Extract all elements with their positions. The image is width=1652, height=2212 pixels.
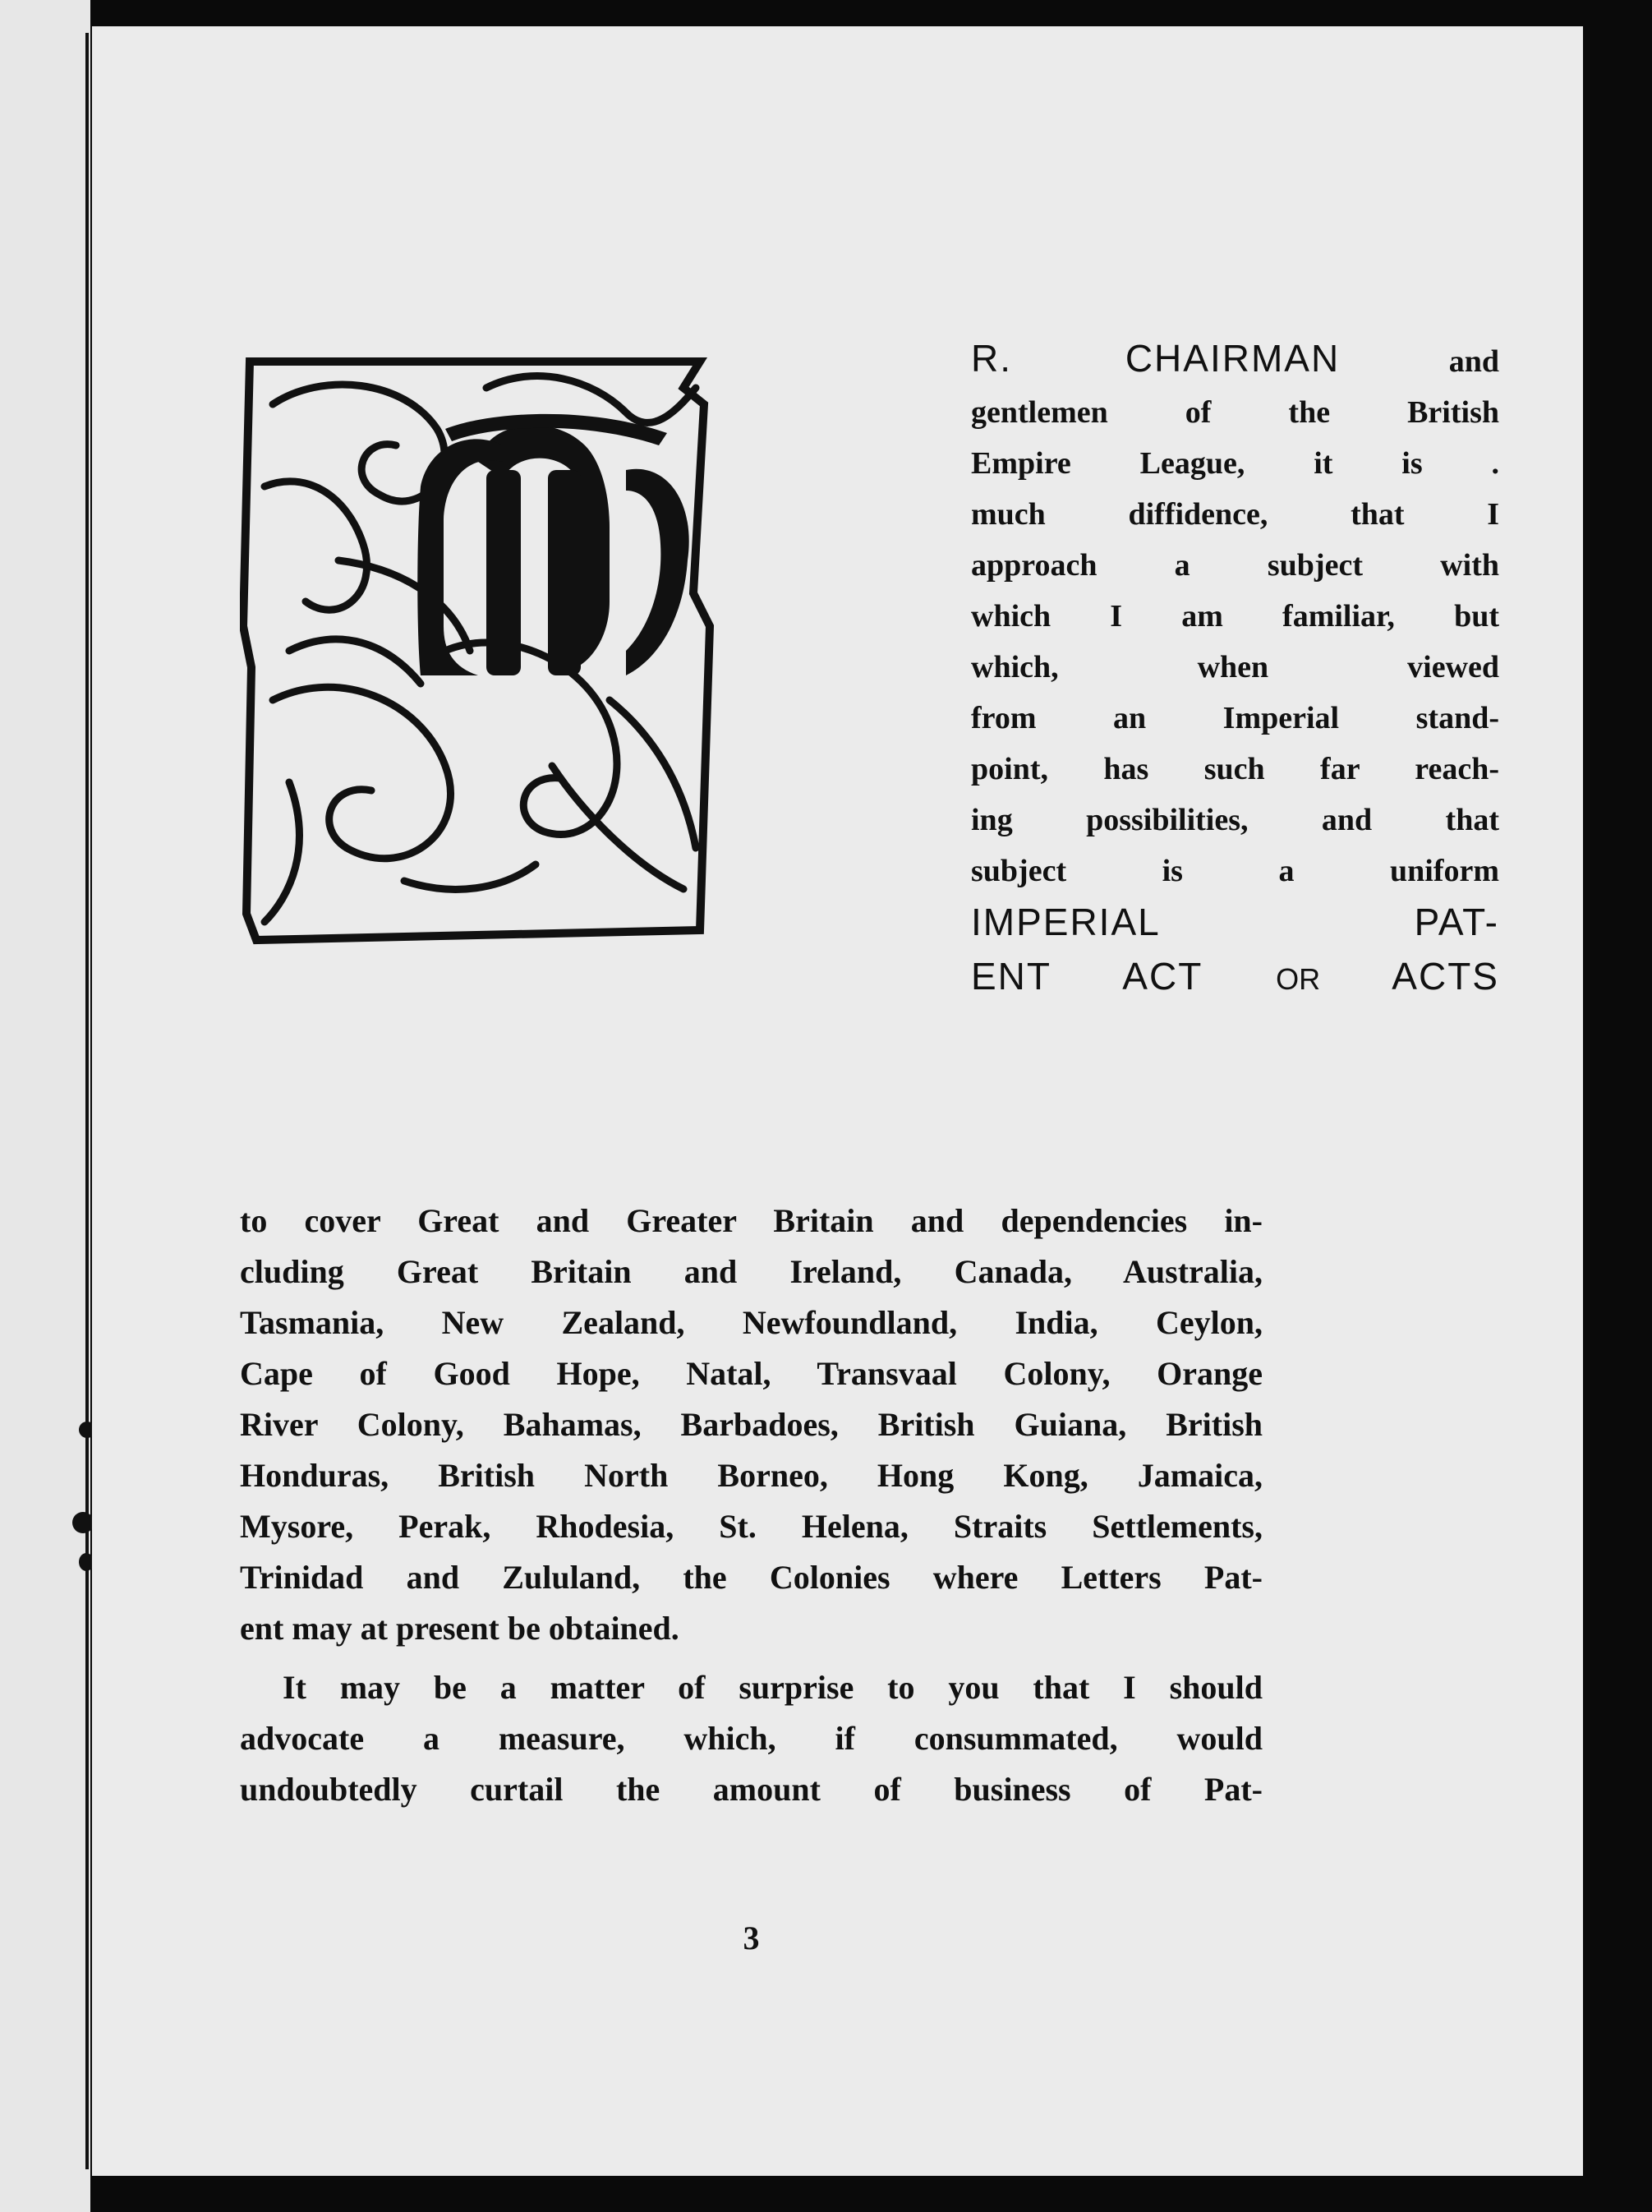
text-run: Empire League, it is . bbox=[971, 446, 1499, 481]
body-line: ent may at present be obtained. bbox=[240, 1610, 679, 1647]
text-run: point, has such far reach- bbox=[971, 752, 1499, 786]
text-run: subject is a uniform bbox=[971, 854, 1499, 888]
text-run: ACTS bbox=[1320, 955, 1499, 998]
text-run: ing possibilities, and that bbox=[971, 803, 1499, 837]
opening-line bbox=[971, 540, 1499, 591]
body-paragraphs bbox=[240, 1196, 1263, 1815]
body-line: Trinidad and Zululand, the Colonies where Letters Pat- bbox=[240, 1559, 1263, 1596]
body-line: advocate a measure, which, if consummated, would bbox=[240, 1720, 1263, 1757]
text-run: IMPERIAL PAT- bbox=[971, 901, 1499, 943]
body-line: Mysore, Perak, Rhodesia, St. Helena, Straits Settlements, bbox=[240, 1508, 1263, 1545]
decorated-initial bbox=[240, 355, 721, 950]
opening-line bbox=[971, 846, 1499, 896]
opening-line bbox=[971, 489, 1499, 540]
text-run: from an Imperial stand- bbox=[971, 701, 1499, 735]
text-run: ENT ACT bbox=[971, 955, 1277, 998]
body-line: River Colony, Bahamas, Barbadoes, British Guiana, British bbox=[240, 1406, 1263, 1443]
opening-line bbox=[971, 333, 1499, 387]
text-run: R. CHAIRMAN bbox=[971, 337, 1341, 380]
body-line: undoubtedly curtail the amount of business of Pat- bbox=[240, 1771, 1263, 1808]
opening-line bbox=[971, 642, 1499, 693]
body-line: It may be a matter of surprise to you that I should bbox=[283, 1669, 1263, 1706]
body-line: Cape of Good Hope, Natal, Transvaal Colony, Orange bbox=[240, 1355, 1263, 1392]
text-run: which I am familiar, but bbox=[971, 599, 1499, 634]
decorated-initial-m-icon bbox=[240, 355, 721, 950]
body-line: cluding Great Britain and Ireland, Canada, Australia, bbox=[240, 1253, 1263, 1290]
text-run: approach a subject with bbox=[971, 548, 1499, 583]
ink-speck bbox=[72, 1512, 94, 1533]
opening-line bbox=[971, 438, 1499, 489]
text-run: OR bbox=[1276, 962, 1321, 996]
opening-line bbox=[971, 951, 1499, 1005]
body-line: Tasmania, New Zealand, Newfoundland, India, Ceylon, bbox=[240, 1304, 1263, 1341]
gutter-line bbox=[85, 33, 89, 2169]
opening-line bbox=[971, 591, 1499, 642]
book-spine-margin bbox=[0, 0, 90, 2212]
body-line: to cover Great and Greater Britain and dependencies in- bbox=[240, 1202, 1263, 1239]
opening-line bbox=[971, 744, 1499, 795]
opening-paragraph bbox=[971, 333, 1499, 1005]
text-run: which, when viewed bbox=[971, 650, 1499, 684]
opening-line bbox=[971, 795, 1499, 846]
body-line: Honduras, British North Borneo, Hong Kong, Jamaica, bbox=[240, 1457, 1263, 1494]
opening-line bbox=[971, 896, 1499, 951]
text-run: gentlemen of the British bbox=[971, 395, 1499, 430]
text-run: and bbox=[1340, 344, 1499, 379]
text-run: much diffidence, that I bbox=[971, 497, 1499, 532]
opening-line bbox=[971, 693, 1499, 744]
opening-line bbox=[971, 387, 1499, 438]
page-number: 3 bbox=[743, 1919, 760, 1956]
